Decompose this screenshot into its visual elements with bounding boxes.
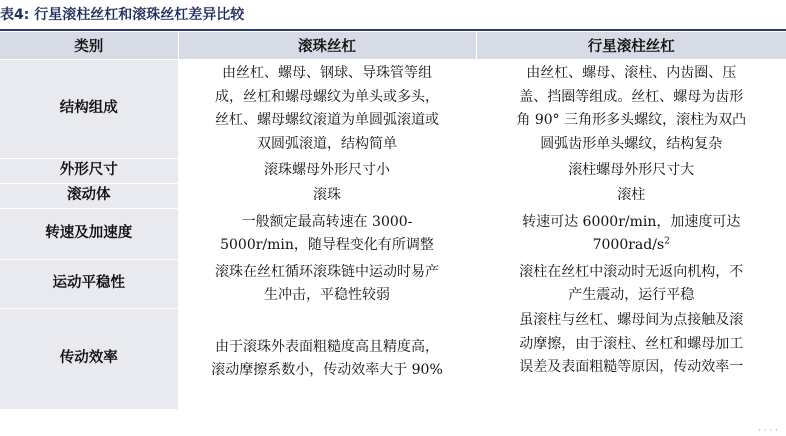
cell-efficiency-roller bbox=[476, 309, 786, 410]
text-line: 成，丝杠和螺母螺纹为单头或多头， bbox=[215, 88, 439, 105]
cell-size-ball: 滚珠螺母外形尺寸小 bbox=[178, 159, 476, 184]
text-line: 生冲击，平稳性较弱 bbox=[264, 287, 390, 303]
row-label-speed: 转速及加速度 bbox=[0, 209, 178, 260]
header-roller-screw: 行星滚柱丝杠 bbox=[476, 32, 786, 60]
table-row bbox=[0, 184, 786, 209]
text-line: 角 90° 三角形多头螺纹，滚柱为双凸 bbox=[516, 112, 747, 128]
comparison-table bbox=[0, 32, 786, 409]
text-line: 滚柱在丝杠中滚动时无返向机构，不 bbox=[519, 263, 744, 280]
cell-smooth-ball bbox=[178, 260, 476, 309]
row-label-smoothness: 运动平稳性 bbox=[0, 260, 178, 309]
text-line: 一般额定最高转速在 3000- bbox=[241, 213, 413, 230]
table-row bbox=[0, 60, 786, 159]
header-row bbox=[0, 32, 786, 60]
cell-efficiency-ball bbox=[178, 309, 476, 410]
text-line: 丝杠、螺母螺纹滚道为单圆弧滚道或 bbox=[215, 112, 439, 128]
table-row bbox=[0, 309, 786, 410]
cell-size-roller: 滚柱螺母外形尺寸大 bbox=[476, 159, 786, 184]
text-line: 转速可达 6000r/min，加速度可达 bbox=[522, 213, 741, 230]
text-line: 双圆弧滚道，结构简单 bbox=[257, 135, 397, 152]
cell-rolling-ball: 滚珠 bbox=[178, 184, 476, 209]
table-caption: 表4: 行星滚柱丝杠和滚珠丝杠差异比较 bbox=[0, 7, 245, 23]
cell-smooth-roller bbox=[476, 260, 786, 309]
row-label-size: 外形尺寸 bbox=[0, 159, 178, 184]
text-line bbox=[483, 234, 781, 258]
table-row bbox=[0, 209, 786, 260]
accel-exponent: 2 bbox=[664, 236, 670, 247]
cell-speed-roller bbox=[476, 209, 786, 260]
accel-value: 7000rad/s bbox=[592, 237, 665, 253]
row-label-structure: 结构组成 bbox=[0, 60, 178, 159]
text-line: 滚珠在丝杠循环滚珠链中运动时易产 bbox=[215, 263, 439, 280]
text-line: 虽滚柱与丝杠、螺母间为点接触及滚 bbox=[519, 312, 744, 328]
header-ball-screw: 滚珠丝杠 bbox=[178, 32, 476, 60]
cell-structure-roller bbox=[476, 60, 786, 159]
cell-structure-ball bbox=[178, 60, 476, 159]
text-line: 由于滚珠外表面粗糙度高且精度高， bbox=[215, 338, 439, 355]
page-footer-mark: · · · · bbox=[757, 426, 778, 436]
header-category: 类别 bbox=[0, 32, 178, 60]
row-label-efficiency: 传动效率 bbox=[0, 309, 178, 410]
table-row bbox=[0, 159, 786, 184]
text-line: 滚动摩擦系数小，传动效率大于 90% bbox=[211, 362, 443, 378]
cell-speed-ball bbox=[178, 209, 476, 260]
cell-rolling-roller: 滚柱 bbox=[476, 184, 786, 209]
text-line: 动摩擦，由于滚柱、丝杠和螺母加工 bbox=[519, 335, 744, 352]
text-line: 产生震动，运行平稳 bbox=[568, 287, 695, 303]
text-line: 5000r/min，随导程变化有所调整 bbox=[220, 237, 434, 253]
text-line: 误差及表面粗糙等原因，传动效率一 bbox=[519, 359, 744, 375]
row-label-rolling-element: 滚动体 bbox=[0, 184, 178, 209]
text-line: 由丝杠、螺母、滚柱、内齿圈、压 bbox=[526, 65, 737, 81]
text-line: 盖、挡圈等组成。丝杠、螺母为齿形 bbox=[519, 88, 744, 105]
caption-rule bbox=[0, 29, 786, 31]
table-row bbox=[0, 260, 786, 309]
text-line: 圆弧齿形单头螺纹，结构复杂 bbox=[540, 135, 723, 152]
text-line: 由丝杠、螺母、钢球、导珠管等组 bbox=[222, 65, 432, 81]
